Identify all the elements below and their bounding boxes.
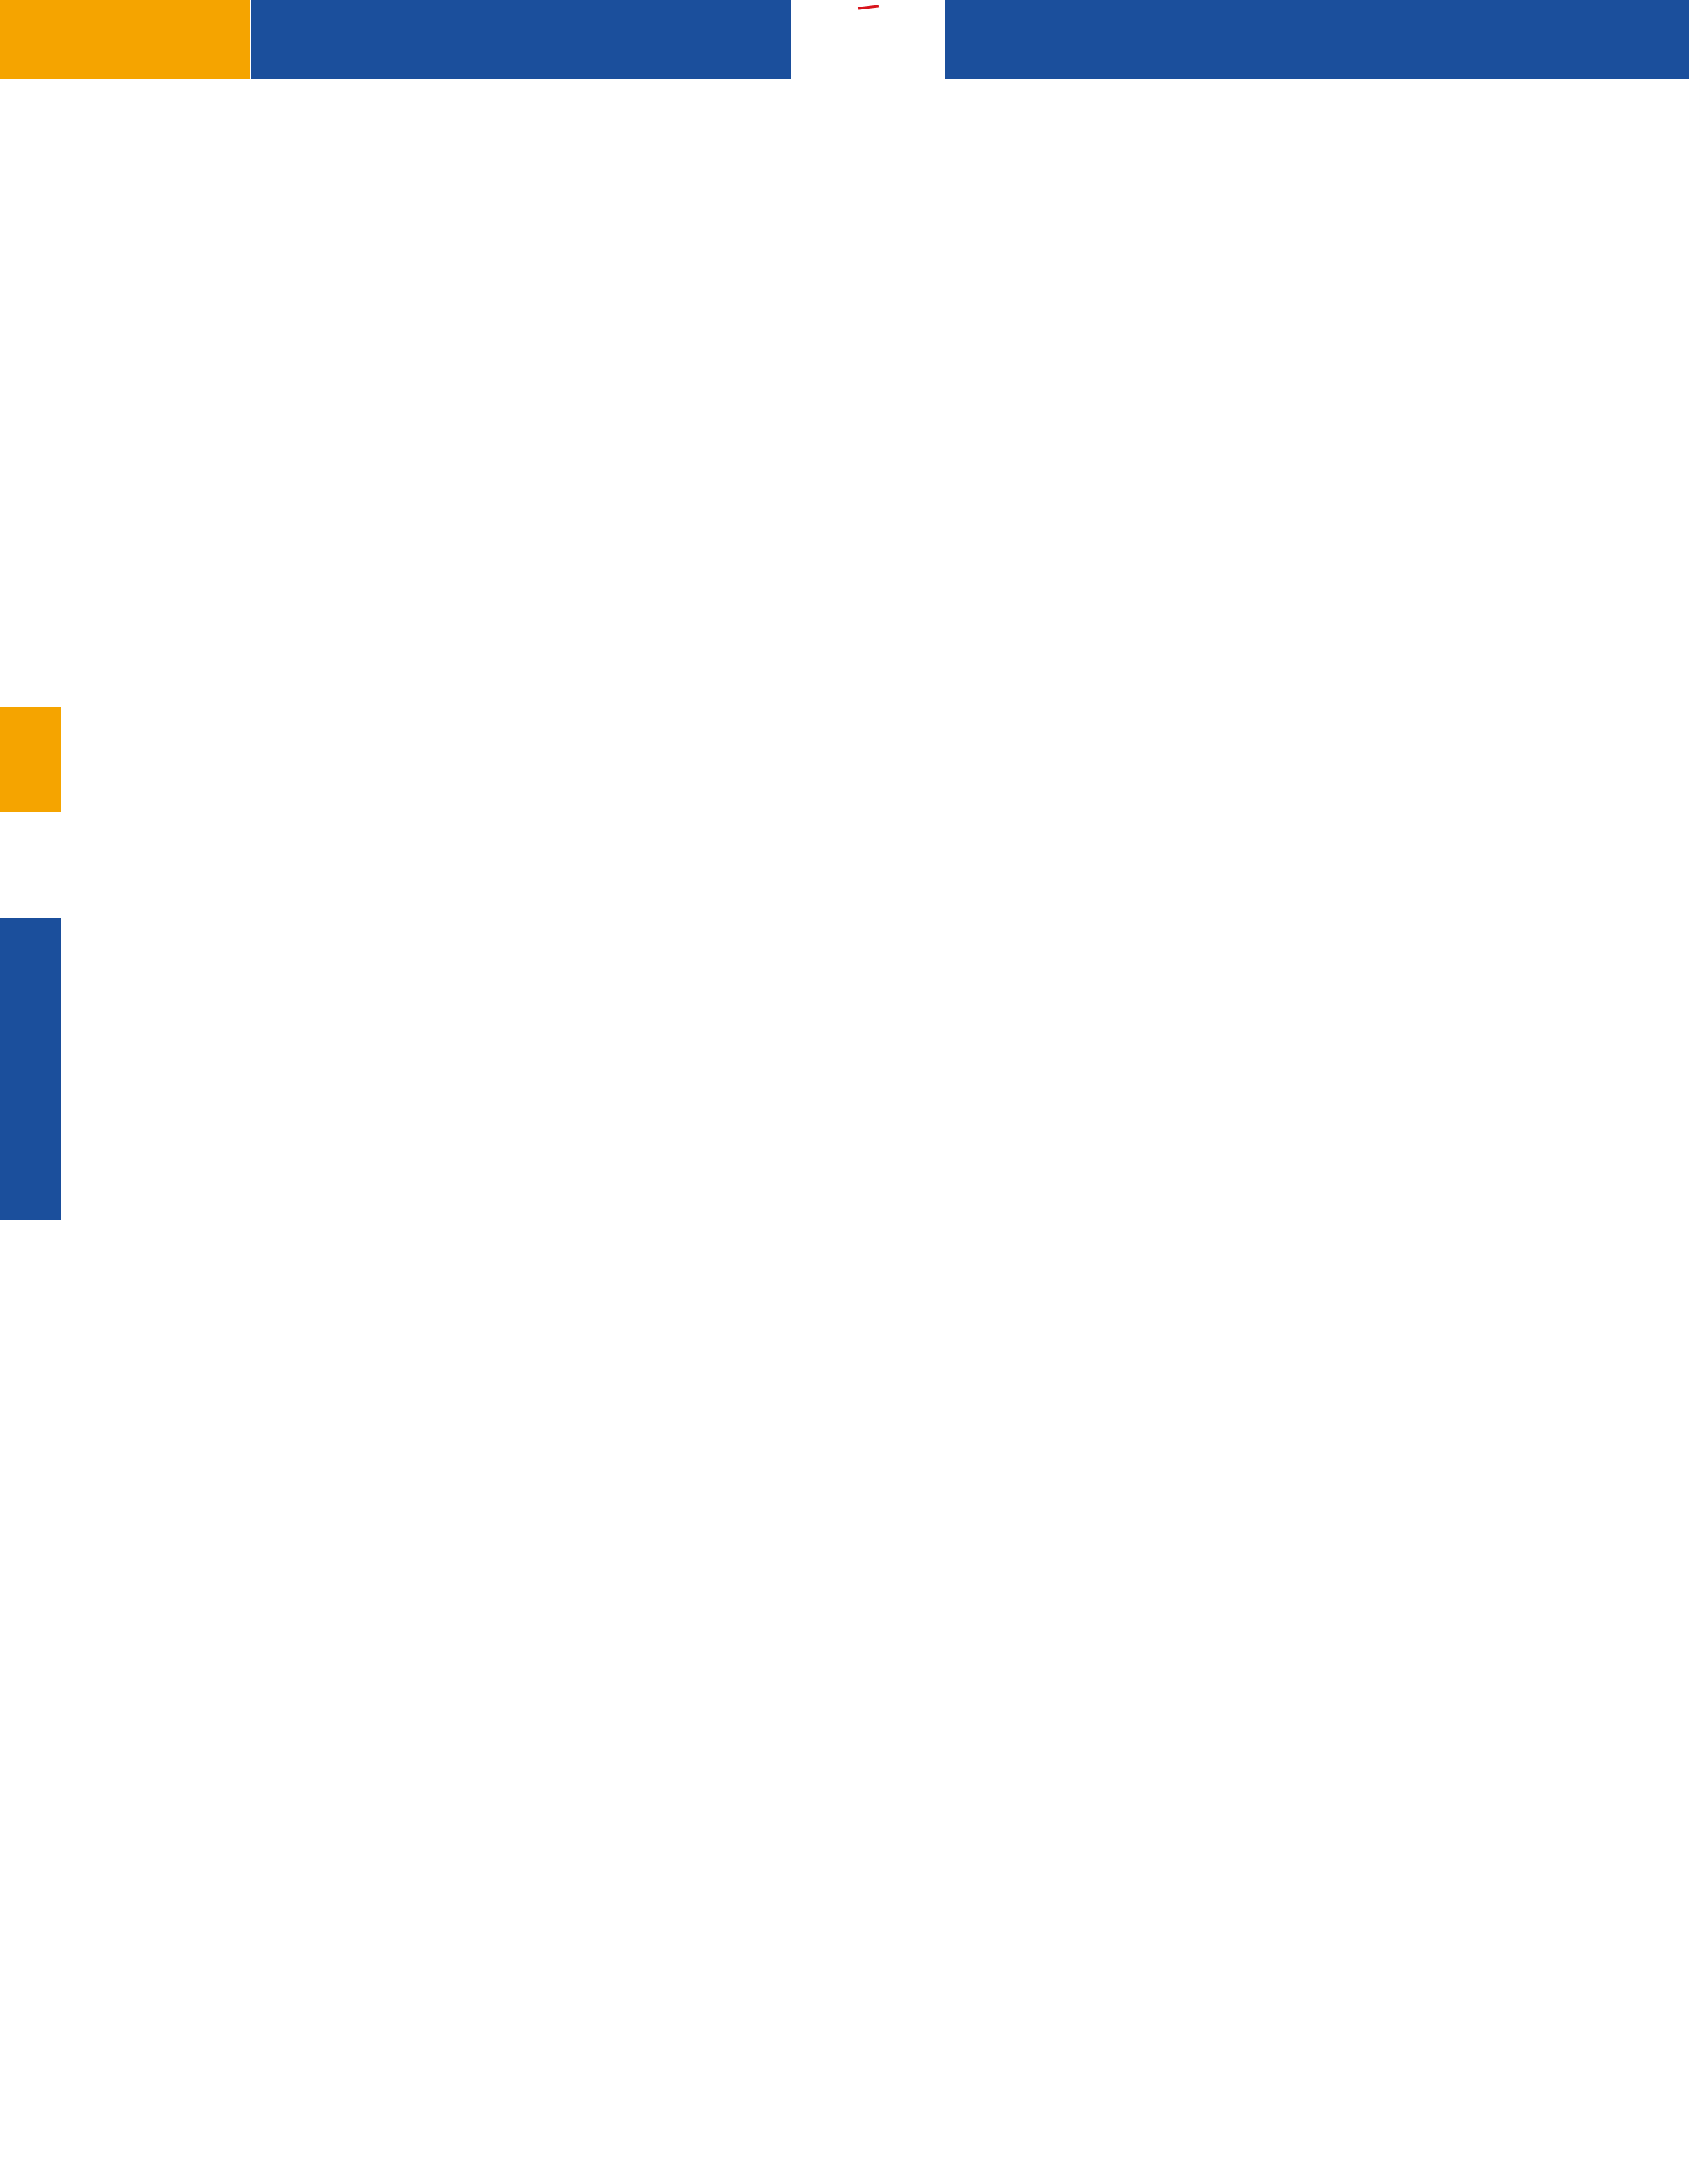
program-title	[945, 0, 1689, 79]
page-header	[0, 0, 1689, 79]
primetime-tab	[0, 918, 61, 1220]
day-label	[0, 0, 250, 79]
day-tab	[0, 707, 61, 812]
tvdirekt-logo	[793, 0, 944, 79]
legend	[1571, 2131, 1669, 2184]
date-label	[251, 0, 791, 79]
footer	[0, 2131, 1689, 2184]
